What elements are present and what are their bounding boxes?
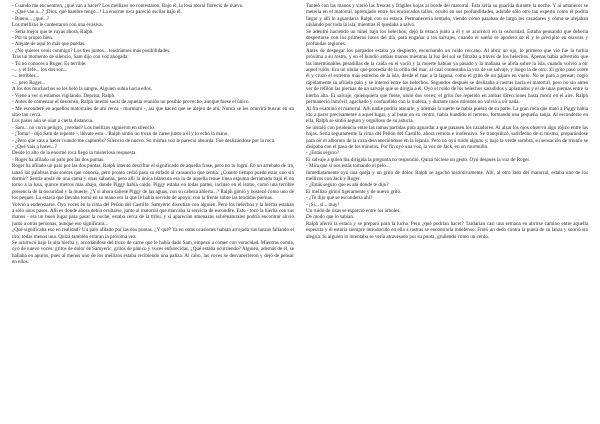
paragraph: El salvaje a quien iba dirigida la pregunta no respondió. Quizá hiciese un gesto. Oyó después la voz de Roger. bbox=[306, 156, 531, 163]
paragraph: Volvió a enderezarse. Oyó voces en la cima del Peñón del Castillo. Samyeric discutían con alguien. Pero los helechos y la hierba estaban a sólo unos pasos. Allí es donde ahora debía ocultarse, junto al matorral que marcaba la servicia de escondite. Esto - tocó la hierba con sus manos - era un buen lugar para pasar la noche, estaba cerca de la tribu, y si aparecían amenazas sobrenaturales podría encontrar alivio junto a otras personas, aunque eso significara... bbox=[12, 201, 294, 227]
paragraph: A los dos muchachos se les heló la sangre. Alguien subía hacia ellos. bbox=[12, 86, 153, 93]
paragraph: Inmediatamente oyó una queja y un grito de dolor. Ralph se agachó instintivamente. Allí, al otro lado del matorral, estaba uno de los mellizos con Jack y Roger. bbox=[306, 169, 588, 182]
paragraph: -... y el Jefe... los dos son... bbox=[12, 67, 68, 74]
paragraph: Al fin examinó el matorral. Allí nadie podría atacarle, y además la suerte se había puesto de su parte. La gran roca que mató a Piggy había ido a parar precisamente a aquel lugar, y al botar en su centro, había hundido el terreno, formando una pequeña zanja. Al esconderse en ella, Ralph se sintió seguro y orgulloso de su astucia. bbox=[306, 105, 588, 125]
paragraph: - Mira que si nos estás tomando el pelo... bbox=[306, 163, 390, 170]
paragraph: - Alejate de aquí lo más que puedas. bbox=[12, 41, 86, 48]
paragraph: - ¿Qué van a...? ¡Dios, qué hambre tengo...! La enorme roca pareció oscilar bajo él. bbox=[12, 9, 182, 16]
paragraph: Se adentró haciendo un túnel bajo los helechos; dejó la estaca junto a él y se acurrucó en la oscuridad. Estaba pensando que debería despertarse con los primeros luces del día, para engañar a los salvajes, cuando el sueño se apoderó de él y le precipitó en oscuras y profundas regiones. bbox=[306, 28, 588, 48]
paragraph: ¿Qué significaba eso en realidad? Un palo afilado por las dos puntas. ¿Y qué? Ya en otras ocasiones habían arrojado sus lanzas fallando el tiro; todas menos una. Quizá también erraran la próxima vez. bbox=[12, 227, 294, 240]
paragraph: Se acurrucó bajo la alta hierba y, acordándose del trozo de carne que le había dado Sam, empezó a comer con voracidad. Mientras comía, oyó de nuevo voces: gritos de dolor de Samyeric, gritos de pánico y voces enfurecidas. ¿Qué estaba ocurriendo? Alguien, además de él, se hallaba en apuros, pues al menos uno de los mellizos estaba recibiendo una paliza. Al cabo, las voces se desvanecieron y dejó de pensar en ellos. bbox=[12, 240, 294, 266]
paragraph: - Sam... no corro peligro, ¿verdad? Los mellizos siguieron en silencio. bbox=[12, 124, 156, 131]
paragraph: Ralph aferró la estaca y se preparó para la lucha. Pero ¿qué podrían hacer? Tardarían casi una semana en abrirse camino entre aquella espesura y él estaría siempre introducido en ella a rastras se encontraría indefenso. Frotó un dedo contra la punta de su lanza y sonrió sin alegría. Si alguien lo intentaba se vería atravesado por su punta, gruñendo como un cerdo. bbox=[306, 220, 588, 240]
paragraph: - Cuando me encuentren, ¿qué van a hacer? Los mellizos no contestaron. Bajo él, la losa moral floreció de nuevo. bbox=[12, 3, 244, 9]
paragraph: Tras un momento de silencio, Sam dijo con voz ahogada: bbox=[12, 54, 129, 61]
paragraph: - Tú no conoces a Roger. Es terrible. bbox=[12, 60, 87, 67]
paragraph: Los pasos aún se oían a cierta distancia. bbox=[12, 118, 94, 125]
paragraph: -... terribles... bbox=[12, 73, 40, 80]
paragraph: El mellizo gimió ligeramente y de nuevo gritó. bbox=[306, 188, 402, 195]
paragraph: Los mellizos le contestaron con una evasiva. bbox=[12, 22, 103, 29]
paragraph: - ¿Estás seguro? bbox=[306, 150, 340, 157]
paragraph: - ¿Pero qué vais a hacer cuando me capturéis? Silencio de nuevo. Su misma voz le pareció absurda. Fue deslizándose por la roca. bbox=[12, 137, 276, 144]
paragraph: -... pero Roger... bbox=[12, 79, 46, 86]
paragraph: - ¡Toma! - dijo Sam de repente -, llévate esto... Ralph sintió un trozo de carne junto a él y lo echó la mano. bbox=[12, 131, 229, 138]
paragraph: - ¿Te dijo que se escondería ahí? bbox=[306, 195, 373, 202]
right-text-column bbox=[306, 3, 588, 424]
paragraph: Se instaló con prudencia entre las ramas partidas para aguardar a que pasasen los cazadores. Al alzar los ojos observó algo rojizo entre las hojas. Sería seguramente la cima del Peñón del Castillo, ahora remoto e inofensivo. Se tranquilizó, satisfecho de sí mismo, preparándose para oír el alboroto de la caza desvaneciéndose en la lejanía. Pero no oyó ruido alguno y, bajo la verde sombra, su sensación de triunfo se disipaba con el paso de los minutos. Por fin oyó una voz, la voz de Jack, en un murmullo. bbox=[306, 124, 588, 150]
paragraph: - Viene a ver si estamos vigilando. Deprisa, Ralph. bbox=[12, 92, 116, 99]
paragraph: Roger ha afilado un palo por las dos puntas. Ralph intentó descifrar el significado de aquella frase, pero no lo logró. En un arrebato de ira, lanzó las palabras más soeces que conocía, pero pronto cedió paso su enfado al cansancio que sentía. ¿Cuánto tiempo puede estar uno sin dormir? Sentía ansia de una cama y unas sábanas, pero allí la única blancura era la de aquella tenue línea espuma derramada bajó él en torno a la losa, quince metros más abajo, donde Piggy había caído. Piggy estaba en todas partes, incluso en el istmo, como una terrible presencia de la oscuridad y la muerte. ¿Y si ahora saliese Piggy de las aguas, con su cabeza abierta...? Ralph gimió y bostezó como uno de los peques. La estaca que llevaba tomó en su mano era la que le había servido de apoyo; con la frente sobre las tendidas piernas. bbox=[12, 163, 294, 202]
paragraph: - Sería mejor que te vayas ahora, Ralph. bbox=[12, 28, 94, 35]
paragraph: De modo que lo sabían. bbox=[306, 214, 355, 221]
paragraph: - ¿Qué vais a hacer...? bbox=[12, 143, 57, 150]
paragraph: - Bueno... ¿qué...? bbox=[12, 15, 50, 22]
paragraph: - Me esconderé en aquellos matorrales de ahí cerca - murmuró -, así que haced que se alejen de ahí. Nunca se les ocurrirá buscar en un sitio tan cerca. bbox=[12, 105, 294, 118]
paragraph: - Roger ha afilado un palo por las dos puntas. bbox=[12, 156, 105, 163]
paragraph: Un ruido de risas se esparció entre los árboles. bbox=[306, 208, 401, 214]
paragraph: - ¡Sí... sí... muy! bbox=[306, 201, 340, 208]
paragraph: Desde lo alto de la enorme roca llegó la misteriosa respuesta. bbox=[12, 150, 137, 157]
paragraph: Antes de despegar los párpados estaba ya despierto, escuchando un ruido cercano. Al abrir un ojo, lo primero que vio fue la turbia próxima a su rostro, y en el hundió ambas manos mientras la luz del sol se filtraba a través de los helechos. Apenas había advertido que las interminables pesadillas de la caída en el vacío y la muerte habían ya pasado y la mañana se abría sobre la isla, cuando volvió a oír aquel ruido. Era un ulular que procedía de la orilla del mar, al cual contestaba la voz de un salvaje, y luego la de otro. El grito pasó sobre él y cruzó el extremo más estrecho de la isla, desde el mar a la laguna, como el grito de un pájaro en vuelo. No se paró a pensar: cogió rápidamente su afilada palo y se internó entre los helechos. Segundos después se deslizaba a rastras hacia el matorral, pero no sin antes ver de refilón las piernas de un salvaje que se dirigía a él. Oyó el ruido de los helechos sacudidos y aplastados y el de unas piernas entre la hierba alta. El salvaje, quienquiera que fuese, ululó dos veces; el grito fue repetido en ambas direcciones hasta morir en el aire. Ralph permaneció inmóvil, agachado y confundido con la maleza, y durante unos minutos no volvió a oír nada. bbox=[306, 47, 588, 106]
paragraph: - Antes de comenzar el descenso, Ralph intentó sacar de aquella reunión un posible provecho, aunque fuese el único. bbox=[12, 99, 250, 106]
paragraph: Tanteó con las manos y sintió las frescas y frágiles hojas al borde del matorral. Ésta sería su guarida durante la noche. Y al amanecer se metería en el matorral, apretujado entre los enroscados tallos, oculto en sus profundidades, adonde sólo otro tan experto como él podría llegar y allí le aguardaría Ralph con su estaca. Permanecería sentado, viendo cómo pasaban de largo los cazadores y cómo se alejaban ululando por toda la isla, mientras él quedaba a salvo. bbox=[306, 3, 588, 29]
paragraph: - ¿Estás seguro que es ahí donde te dijo? bbox=[306, 182, 389, 189]
paragraph: - Por tu propio bien. bbox=[12, 35, 54, 42]
paragraph: - ¿No quieres venir conmigo? Los tres juntos... tendríamos más posibilidades. bbox=[12, 47, 171, 54]
left-text-column bbox=[12, 3, 294, 424]
